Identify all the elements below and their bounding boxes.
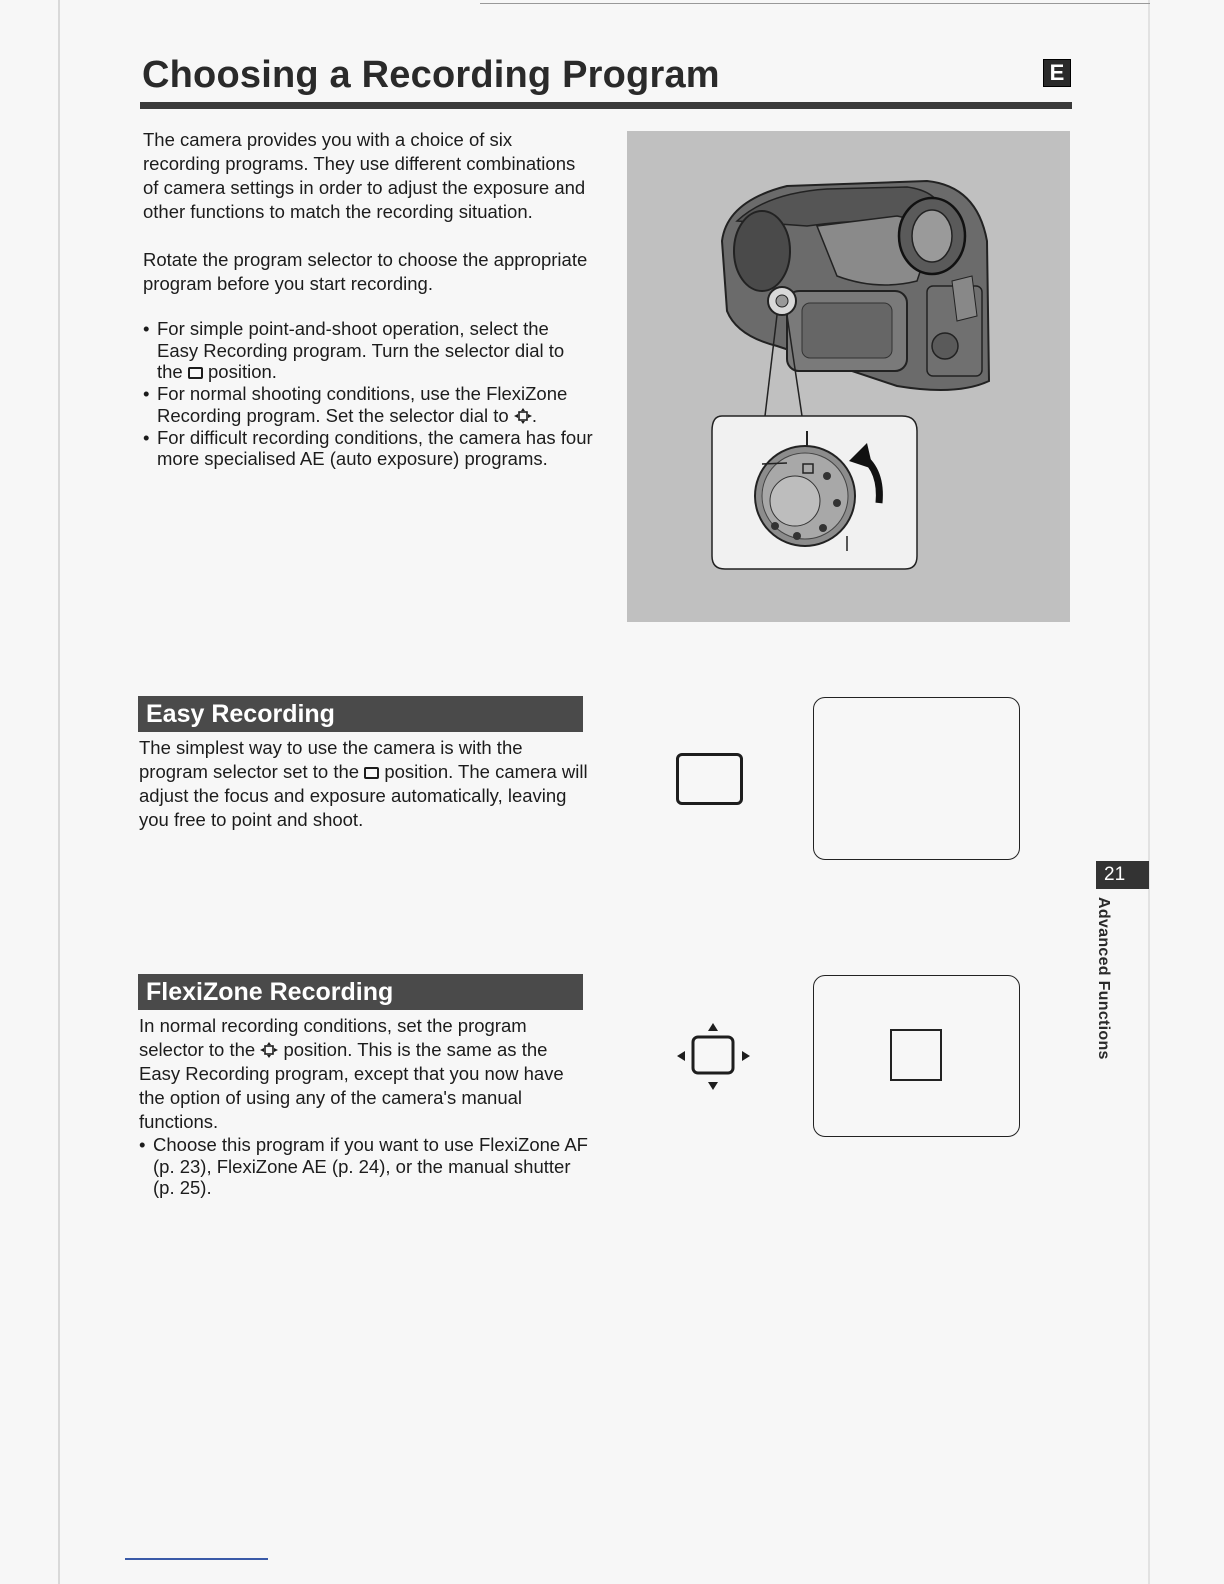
- language-badge: E: [1043, 59, 1071, 87]
- intro-paragraph-1: The camera provides you with a choice of six recording programs. They use different combinations of camera settings in order to adjust the exposure and other functions to match the recording situation.: [143, 129, 586, 222]
- intro-bullet-1-tail: position.: [208, 361, 277, 382]
- easy-recording-body: [139, 736, 589, 832]
- viewfinder-easy: [813, 697, 1020, 860]
- flexizone-recording-body: [139, 1014, 589, 1199]
- top-scan-line: [480, 3, 1150, 4]
- intro-bullet-1-text: For simple point-and-shoot operation, select the Easy Recording program. Turn the selector dial to the: [157, 318, 565, 382]
- flexi-body-text: In normal recording conditions, set the program selector to the: [139, 1015, 527, 1060]
- easy-rect-inline-icon: [188, 367, 203, 379]
- section-side-label: Advanced Functions: [1095, 897, 1112, 1060]
- flexizone-frame: [890, 1029, 942, 1081]
- flexizone-inline-icon: [260, 1042, 278, 1058]
- flexi-body-tail: position. This is the same as the Easy Recording program, except that you now have the option of using any of the camera's manual functions.: [139, 1039, 564, 1132]
- intro-section: [143, 128, 593, 470]
- intro-bullet-list: [143, 318, 593, 470]
- flexizone-target-icon: [674, 1020, 754, 1094]
- title-rule: [140, 102, 1072, 109]
- intro-bullet-2-tail: .: [531, 404, 537, 426]
- intro-paragraph-2: Rotate the program selector to choose the appropriate program before you start recording.: [143, 249, 588, 294]
- flexizone-inline-icon: [514, 408, 532, 424]
- intro-bullet-3: • For difficult recording conditions, the camera has four more specialised AE (auto exposure) programs.: [143, 427, 593, 470]
- intro-bullet-2-text: For normal shooting conditions, use the FlexiZone Recording program. Set the selector dial to: [157, 383, 568, 426]
- flexizone-recording-heading: FlexiZone Recording: [138, 974, 583, 1010]
- easy-body-text: The simplest way to use the camera is with the program selector set to the: [139, 737, 523, 782]
- easy-recording-rect-icon: [676, 753, 743, 805]
- easy-rect-inline-icon: [364, 767, 379, 779]
- flexizone-bullet-1: • Choose this program if you want to use FlexiZone AF (p. 23), FlexiZone AE (p. 24), or the manual shutter (p. 25).: [139, 1134, 589, 1199]
- intro-bullet-1: [143, 318, 593, 383]
- page-edge-right: [1148, 0, 1150, 1584]
- easy-recording-heading: Easy Recording: [138, 696, 583, 732]
- camcorder-illustration: [627, 131, 1070, 622]
- easy-body-tail: position. The camera will adjust the focus and exposure automatically, leaving you free to point and shoot.: [139, 761, 588, 830]
- camcorder-photo: [627, 131, 1070, 622]
- flexizone-bullet-list: [139, 1134, 589, 1199]
- bottom-scan-line: [125, 1558, 268, 1560]
- flexizone-paragraph: [139, 1014, 589, 1134]
- page-edge-left: [58, 0, 60, 1584]
- page-number-tab: 21: [1096, 861, 1149, 889]
- page-title: Choosing a Recording Program: [142, 54, 720, 96]
- intro-bullet-2: [143, 383, 593, 426]
- viewfinder-flexizone: [813, 975, 1020, 1137]
